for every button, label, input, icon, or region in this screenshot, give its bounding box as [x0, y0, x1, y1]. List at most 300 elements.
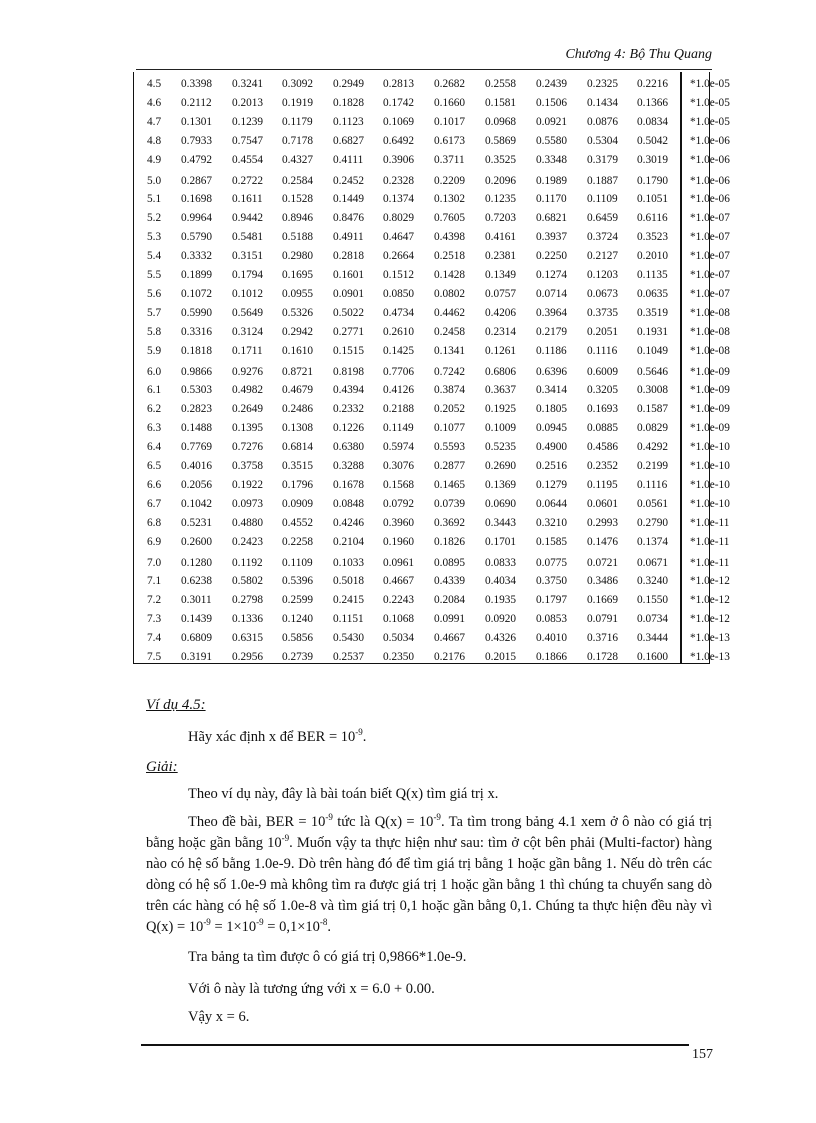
table-value-cell: 0.1919: [282, 96, 314, 109]
table-factor-cell: *1.0e-11: [690, 535, 730, 548]
table-value-cell: 0.0757: [485, 287, 517, 300]
table-value-cell: 0.2104: [333, 535, 365, 548]
table-value-cell: 0.0561: [637, 497, 669, 510]
table-value-cell: 0.1301: [181, 115, 213, 128]
table-value-cell: 0.7605: [434, 212, 466, 225]
table-value-cell: 0.5303: [181, 384, 213, 397]
table-value-cell: 0.0853: [536, 613, 568, 626]
table-value-cell: 0.2010: [637, 250, 669, 263]
table-value-cell: 0.5430: [333, 632, 365, 645]
table-row: [134, 476, 730, 494]
table-x-cell: 5.9: [147, 344, 162, 357]
table-value-cell: 0.5188: [282, 231, 314, 244]
table-value-cell: 0.3205: [587, 384, 619, 397]
table-x-cell: 4.5: [147, 78, 162, 90]
table-value-cell: 0.2649: [232, 403, 264, 416]
table-value-cell: 0.3906: [383, 153, 415, 166]
table-x-cell: 4.9: [147, 153, 162, 166]
table-value-cell: 0.3444: [637, 632, 669, 645]
example-prompt: Hãy xác định x để BER = $10^{-9}$.: [188, 727, 367, 745]
table-value-cell: 0.7769: [181, 441, 213, 454]
table-x-cell: 5.7: [147, 306, 162, 319]
table-value-cell: 0.1728: [587, 651, 619, 663]
table-row: [134, 572, 730, 590]
table-value-cell: 0.1797: [536, 594, 568, 607]
table-value-cell: 0.9442: [232, 212, 264, 225]
table-value-cell: 0.1476: [587, 535, 619, 548]
table-value-cell: 0.2096: [485, 174, 517, 187]
table-row: [134, 113, 730, 131]
table-row: [134, 94, 730, 112]
table-value-cell: 0.6380: [333, 441, 365, 454]
table-value-cell: 0.2332: [333, 403, 365, 416]
table-value-cell: 0.5790: [181, 231, 213, 244]
table-x-cell: 5.8: [147, 325, 162, 338]
table-value-cell: 0.2188: [383, 403, 415, 416]
table-value-cell: 0.1796: [282, 478, 314, 491]
table-value-cell: 0.1151: [333, 613, 364, 626]
table-value-cell: 0.1698: [181, 193, 213, 206]
table-factor-cell: *1.0e-07: [690, 269, 730, 281]
solution-paragraph-4: Với ô này là tương ứng với x = 6.0 + 0.00.: [188, 981, 435, 997]
table-value-cell: 0.1515: [333, 344, 365, 357]
table-value-cell: 0.5396: [282, 575, 314, 588]
table-value-cell: 0.1922: [232, 478, 264, 491]
table-x-cell: 6.4: [147, 441, 162, 454]
table-value-cell: 0.5042: [637, 134, 669, 147]
table-value-cell: 0.2690: [485, 460, 517, 472]
table-x-cell: 5.0: [147, 174, 162, 187]
table-value-cell: 0.0690: [485, 497, 517, 510]
table-value-cell: 0.4554: [232, 153, 264, 166]
table-value-cell: 0.2980: [282, 250, 314, 263]
table-x-cell: 6.6: [147, 478, 162, 491]
table-value-cell: 0.1794: [232, 269, 264, 281]
table-value-cell: 0.7178: [282, 134, 314, 147]
table-value-cell: 0.3151: [232, 250, 264, 263]
table-value-cell: 0.9866: [181, 365, 213, 378]
table-factor-cell: *1.0e-11: [690, 516, 730, 529]
table-value-cell: 0.2949: [333, 78, 365, 90]
table-value-cell: 0.4398: [434, 231, 466, 244]
table-value-cell: 0.3711: [434, 153, 465, 166]
table-value-cell: 0.2877: [434, 460, 466, 472]
table-value-cell: 0.3637: [485, 384, 517, 397]
table-value-cell: 0.2381: [485, 250, 517, 263]
table-value-cell: 0.3523: [637, 231, 669, 244]
table-value-cell: 0.2486: [282, 403, 314, 416]
table-value-cell: 0.2176: [434, 651, 466, 663]
table-value-cell: 0.1308: [282, 422, 314, 435]
table-value-cell: 0.1828: [333, 96, 365, 109]
table-value-cell: 0.0644: [536, 497, 568, 510]
table-x-cell: 6.0: [147, 365, 162, 378]
table-value-cell: 0.3874: [434, 384, 466, 397]
table-value-cell: 0.3398: [181, 78, 213, 90]
table-value-cell: 0.5974: [383, 441, 415, 454]
table-value-cell: 0.5018: [333, 575, 365, 588]
table-value-cell: 0.4034: [485, 575, 517, 588]
table-factor-cell: *1.0e-08: [690, 306, 730, 319]
table-value-cell: 0.3092: [282, 78, 314, 90]
page-number: 157: [692, 1047, 713, 1062]
table-row: [134, 247, 730, 265]
table-value-cell: 0.6116: [637, 212, 668, 225]
table-value-cell: 0.0714: [536, 287, 568, 300]
table-value-cell: 0.4394: [333, 384, 365, 397]
table-value-cell: 0.3210: [536, 516, 568, 529]
table-value-cell: 0.0635: [637, 287, 669, 300]
table-row: [134, 591, 730, 609]
table-value-cell: 0.4647: [383, 231, 415, 244]
table-value-cell: 0.1866: [536, 651, 568, 663]
table-value-cell: 0.5593: [434, 441, 466, 454]
table-value-cell: 0.1428: [434, 269, 466, 281]
table-value-cell: 0.2127: [587, 250, 619, 263]
table-value-cell: 0.5649: [232, 306, 264, 319]
table-value-cell: 0.2798: [232, 594, 264, 607]
table-value-cell: 0.6173: [434, 134, 466, 147]
table-value-cell: 0.2056: [181, 478, 213, 491]
table-value-cell: 0.1899: [181, 269, 213, 281]
table-value-cell: 0.5802: [232, 575, 264, 588]
table-row: [134, 151, 730, 169]
table-x-cell: 5.1: [147, 193, 162, 206]
table-value-cell: 0.2015: [485, 651, 517, 663]
table-value-cell: 0.2610: [383, 325, 415, 338]
table-factor-cell: *1.0e-09: [690, 422, 730, 435]
table-row: [134, 266, 730, 284]
table-value-cell: 0.3519: [637, 306, 669, 319]
table-row: [134, 457, 730, 475]
table-value-cell: 0.3011: [181, 594, 212, 607]
table-value-cell: 0.6809: [181, 632, 213, 645]
table-value-cell: 0.4586: [587, 441, 619, 454]
table-value-cell: 0.1179: [282, 115, 313, 128]
table-value-cell: 0.6238: [181, 575, 213, 588]
table-value-cell: 0.4880: [232, 516, 264, 529]
table-value-cell: 0.1109: [282, 556, 313, 569]
table-factor-cell: *1.0e-09: [690, 403, 730, 416]
table-value-cell: 0.4206: [485, 306, 517, 319]
table-value-cell: 0.5235: [485, 441, 517, 454]
table-value-cell: 0.4339: [434, 575, 466, 588]
table-x-cell: 7.1: [147, 575, 162, 588]
table-value-cell: 0.5022: [333, 306, 365, 319]
table-row: [134, 285, 730, 303]
table-value-cell: 0.2771: [333, 325, 365, 338]
table-value-cell: 0.0739: [434, 497, 466, 510]
table-value-cell: 0.1660: [434, 96, 466, 109]
table-value-cell: 0.1465: [434, 478, 466, 491]
table-value-cell: 0.0955: [282, 287, 314, 300]
table-value-cell: 0.2516: [536, 460, 568, 472]
table-value-cell: 0.2350: [383, 651, 415, 663]
table-factor-cell: *1.0e-12: [690, 613, 730, 626]
table-value-cell: 0.4462: [434, 306, 466, 319]
table-factor-cell: *1.0e-13: [690, 632, 730, 645]
table-value-cell: 0.3960: [383, 516, 415, 529]
table-value-cell: 0.0721: [587, 556, 619, 569]
table-value-cell: 0.1374: [383, 193, 415, 206]
table-value-cell: 0.3724: [587, 231, 619, 244]
table-factor-cell: *1.0e-09: [690, 384, 730, 397]
table-value-cell: 0.1587: [637, 403, 669, 416]
table-value-cell: 0.2216: [637, 78, 669, 90]
solution-paragraph-2: Theo đề bài, BER = $10^{-9}$ tức là $Q(x) = 10^{-9}$. Ta tìm trong bảng 4.1 xem ở ô nào có giá trị bằng hoặc gần bằng $10^{-9}$. Muốn vậy ta thực hiện như sau: tìm ở cột bên phải (Multi-factor) hàng nào có hệ số bằng 1.0e-9. Dò trên hàng đó để tìm giá trị bằng 1 hoặc gần bằng 1. Nếu dò trên các dòng có hệ số 1.0e-9 mà không tìm ra được giá trị 1 hoặc gần bằng 1 thì chúng ta chuyển sang dò trên các hàng có hệ số 1.0e-8 và tìm giá trị 0,1 hoặc gần bằng 0,1. Chúng ta thực hiện đều này vì $Q(x) = 10^{-9} = 1\times 10^{-9} = 0,1\times 10^{-8}$.: [146, 812, 712, 935]
table-value-cell: 0.2243: [383, 594, 415, 607]
table-value-cell: 0.1488: [181, 422, 213, 435]
table-value-cell: 0.2209: [434, 174, 466, 187]
table-value-cell: 0.1123: [333, 115, 364, 128]
table-value-cell: 0.1935: [485, 594, 517, 607]
table-value-cell: 0.0901: [333, 287, 365, 300]
table-value-cell: 0.1033: [333, 556, 365, 569]
table-value-cell: 0.2452: [333, 174, 365, 187]
table-value-cell: 0.3124: [232, 325, 264, 338]
table-value-cell: 0.1701: [485, 535, 517, 548]
table-value-cell: 0.0968: [485, 115, 517, 128]
table-value-cell: 0.1235: [485, 193, 517, 206]
table-x-cell: 4.7: [147, 115, 162, 128]
table-value-cell: 0.0876: [587, 115, 619, 128]
table-value-cell: 0.1135: [637, 269, 668, 281]
table-value-cell: 0.4246: [333, 516, 365, 529]
table-value-cell: 0.1568: [383, 478, 415, 491]
table-factor-cell: *1.0e-06: [690, 174, 730, 187]
table-value-cell: 0.1366: [637, 96, 669, 109]
table-factor-cell: *1.0e-07: [690, 212, 730, 225]
table-value-cell: 0.2790: [637, 516, 669, 529]
table-value-cell: 0.0961: [383, 556, 415, 569]
table-value-cell: 0.6821: [536, 212, 568, 225]
table-factor-cell: *1.0e-05: [690, 96, 730, 109]
table-value-cell: 0.2250: [536, 250, 568, 263]
table-row: [134, 75, 730, 93]
table-value-cell: 0.2052: [434, 403, 466, 416]
table-value-cell: 0.8476: [333, 212, 365, 225]
table-value-cell: 0.0885: [587, 422, 619, 435]
table-value-cell: 0.4911: [333, 231, 364, 244]
table-value-cell: 0.0834: [637, 115, 669, 128]
table-value-cell: 0.1925: [485, 403, 517, 416]
table-value-cell: 0.1678: [333, 478, 365, 491]
table-value-cell: 0.7242: [434, 365, 466, 378]
table-value-cell: 0.6459: [587, 212, 619, 225]
table-value-cell: 0.1109: [587, 193, 618, 206]
table-value-cell: 0.2518: [434, 250, 466, 263]
table-value-cell: 0.8946: [282, 212, 314, 225]
table-value-cell: 0.0850: [383, 287, 415, 300]
table-value-cell: 0.3443: [485, 516, 517, 529]
table-value-cell: 0.1068: [383, 613, 415, 626]
table-value-cell: 0.1274: [536, 269, 568, 281]
solution-paragraph-5: Vậy x = 6.: [188, 1009, 250, 1025]
table-value-cell: 0.2013: [232, 96, 264, 109]
table-value-cell: 0.3937: [536, 231, 568, 244]
table-value-cell: 0.3348: [536, 153, 568, 166]
table-value-cell: 0.3240: [637, 575, 669, 588]
table-row: [134, 438, 730, 456]
table-value-cell: 0.1695: [282, 269, 314, 281]
footer-divider: [141, 1044, 689, 1046]
table-x-cell: 6.8: [147, 516, 162, 529]
table-value-cell: 0.1512: [383, 269, 415, 281]
table-value-cell: 0.0921: [536, 115, 568, 128]
table-x-cell: 5.6: [147, 287, 162, 300]
table-value-cell: 0.1550: [637, 594, 669, 607]
table-x-cell: 5.4: [147, 250, 162, 263]
table-value-cell: 0.7547: [232, 134, 264, 147]
table-value-cell: 0.5580: [536, 134, 568, 147]
table-value-cell: 0.3288: [333, 460, 365, 472]
table-value-cell: 0.2664: [383, 250, 415, 263]
table-value-cell: 0.1989: [536, 174, 568, 187]
table-value-cell: 0.5034: [383, 632, 415, 645]
table-factor-cell: *1.0e-08: [690, 344, 730, 357]
table-value-cell: 0.5304: [587, 134, 619, 147]
table-value-cell: 0.0895: [434, 556, 466, 569]
table-value-cell: 0.5856: [282, 632, 314, 645]
table-value-cell: 0.7706: [383, 365, 415, 378]
table-value-cell: 0.1072: [181, 287, 213, 300]
table-value-cell: 0.1805: [536, 403, 568, 416]
table-row: [134, 342, 730, 360]
table-value-cell: 0.1042: [181, 497, 213, 510]
table-row: [134, 363, 730, 381]
table-factor-cell: *1.0e-08: [690, 325, 730, 338]
table-row: [134, 172, 730, 190]
table-row: [134, 323, 730, 341]
table-value-cell: 0.3692: [434, 516, 466, 529]
table-value-cell: 0.3332: [181, 250, 213, 263]
table-value-cell: 0.3316: [181, 325, 213, 338]
table-value-cell: 0.1395: [232, 422, 264, 435]
q-function-table: [133, 72, 730, 664]
table-value-cell: 0.1192: [232, 556, 263, 569]
example-title: Ví dụ 4.5:: [146, 697, 206, 713]
table-value-cell: 0.2423: [232, 535, 264, 548]
table-value-cell: 0.1931: [637, 325, 669, 338]
table-value-cell: 0.3076: [383, 460, 415, 472]
table-value-cell: 0.1600: [637, 651, 669, 663]
table-value-cell: 0.2584: [282, 174, 314, 187]
table-value-cell: 0.1170: [536, 193, 567, 206]
table-value-cell: 0.3191: [181, 651, 213, 663]
table-value-cell: 0.2328: [383, 174, 415, 187]
table-factor-cell: *1.0e-06: [690, 193, 730, 206]
table-value-cell: 0.1581: [485, 96, 517, 109]
table-value-cell: 0.0734: [637, 613, 669, 626]
table-value-cell: 0.4734: [383, 306, 415, 319]
table-value-cell: 0.1585: [536, 535, 568, 548]
table-value-cell: 0.1790: [637, 174, 669, 187]
table-value-cell: 0.3735: [587, 306, 619, 319]
table-x-cell: 7.0: [147, 556, 162, 569]
table-value-cell: 0.5231: [181, 516, 213, 529]
table-value-cell: 0.2942: [282, 325, 314, 338]
solution-paragraph-3: Tra bảng ta tìm được ô có giá trị 0,9866*1.0e-9.: [188, 949, 467, 965]
table-value-cell: 0.1439: [181, 613, 213, 626]
table-value-cell: 0.4900: [536, 441, 568, 454]
table-value-cell: 0.1434: [587, 96, 619, 109]
table-value-cell: 0.2084: [434, 594, 466, 607]
table-value-cell: 0.1116: [587, 344, 618, 357]
table-value-cell: 0.1240: [282, 613, 314, 626]
table-value-cell: 0.1818: [181, 344, 213, 357]
table-value-cell: 0.1195: [587, 478, 618, 491]
table-value-cell: 0.1449: [333, 193, 365, 206]
table-row: [134, 381, 730, 399]
table-row: [134, 228, 730, 246]
table-row: [134, 400, 730, 418]
table-value-cell: 0.0909: [282, 497, 314, 510]
table-value-cell: 0.3525: [485, 153, 517, 166]
table-row: [134, 629, 730, 647]
table-value-cell: 0.2993: [587, 516, 619, 529]
table-value-cell: 0.3515: [282, 460, 314, 472]
table-value-cell: 0.2325: [587, 78, 619, 90]
table-x-cell: 4.6: [147, 96, 162, 109]
table-value-cell: 0.4016: [181, 460, 213, 472]
table-value-cell: 0.1280: [181, 556, 213, 569]
table-value-cell: 0.5481: [232, 231, 264, 244]
table-value-cell: 0.2314: [485, 325, 517, 338]
table-value-cell: 0.1601: [333, 269, 365, 281]
table-value-cell: 0.1279: [536, 478, 568, 491]
table-value-cell: 0.1051: [637, 193, 669, 206]
table-value-cell: 0.0802: [434, 287, 466, 300]
table-value-cell: 0.3414: [536, 384, 568, 397]
table-value-cell: 0.4679: [282, 384, 314, 397]
table-value-cell: 0.1341: [434, 344, 466, 357]
table-value-cell: 0.1610: [282, 344, 314, 357]
table-value-cell: 0.4327: [282, 153, 314, 166]
table-value-cell: 0.2199: [637, 460, 669, 472]
table-value-cell: 0.2352: [587, 460, 619, 472]
table-x-cell: 7.4: [147, 632, 162, 645]
table-value-cell: 0.0945: [536, 422, 568, 435]
table-value-cell: 0.7276: [232, 441, 264, 454]
table-value-cell: 0.1369: [485, 478, 517, 491]
table-value-cell: 0.4667: [434, 632, 466, 645]
table-value-cell: 0.4010: [536, 632, 568, 645]
table-value-cell: 0.4792: [181, 153, 213, 166]
table-value-cell: 0.1374: [637, 535, 669, 548]
table-x-cell: 6.1: [147, 384, 162, 397]
table-x-cell: 6.2: [147, 403, 162, 416]
table-value-cell: 0.1349: [485, 269, 517, 281]
table-factor-cell: *1.0e-12: [690, 594, 730, 607]
table-value-cell: 0.1226: [333, 422, 365, 435]
table-value-cell: 0.8198: [333, 365, 365, 378]
header-divider: [136, 69, 712, 70]
table-value-cell: 0.0791: [587, 613, 619, 626]
table-value-cell: 0.1302: [434, 193, 466, 206]
table-value-cell: 0.1017: [434, 115, 466, 128]
table-value-cell: 0.7933: [181, 134, 213, 147]
table-value-cell: 0.1669: [587, 594, 619, 607]
table-value-cell: 0.1693: [587, 403, 619, 416]
table-value-cell: 0.3750: [536, 575, 568, 588]
table-value-cell: 0.3716: [587, 632, 619, 645]
table-x-cell: 5.5: [147, 269, 162, 281]
table-value-cell: 0.4161: [485, 231, 517, 244]
table-value-cell: 0.1711: [232, 344, 263, 357]
table-value-cell: 0.0973: [232, 497, 264, 510]
table-value-cell: 0.1012: [232, 287, 264, 300]
table-x-cell: 6.9: [147, 535, 162, 548]
